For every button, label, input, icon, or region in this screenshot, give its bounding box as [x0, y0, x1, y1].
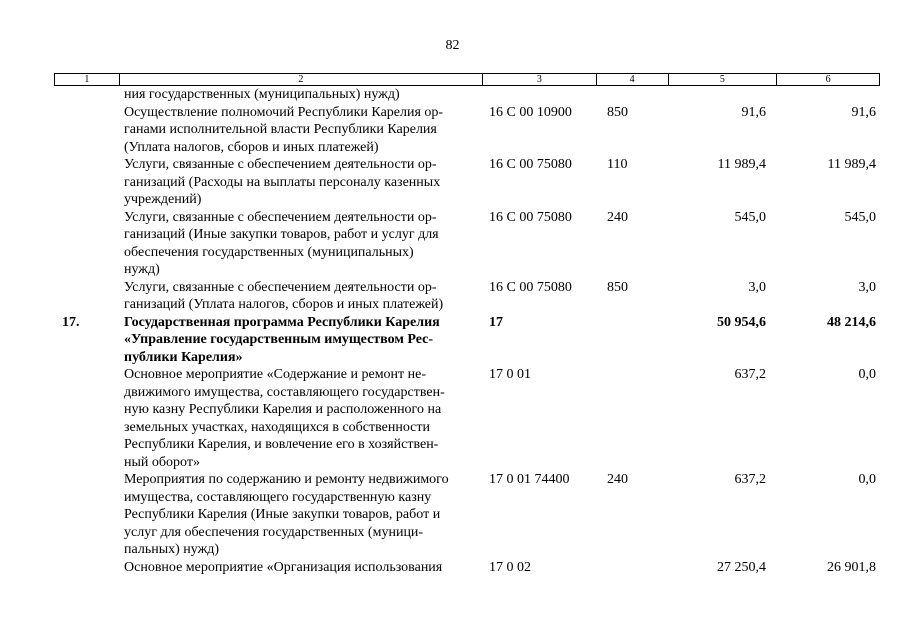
row-code [483, 86, 597, 104]
table-row [54, 314, 880, 367]
row-value-5: 3,0 [748, 279, 766, 295]
table-row [54, 559, 880, 577]
row-value-6: 3,0 [858, 279, 876, 295]
row-number [54, 156, 119, 209]
row-code: 16 С 00 75080 [489, 209, 572, 225]
table-row [54, 279, 880, 314]
column-header-2: 2 [120, 74, 483, 85]
row-type: 110 [607, 157, 628, 172]
row-type: 240 [607, 472, 628, 487]
row-value-5 [669, 86, 778, 104]
row-name: ния государственных (муниципальных) нужд) [124, 87, 400, 102]
row-name: Услуги, связанные с обеспечением деятельности ор- ганизаций (Расходы на выплаты персоналу казенных учреждений) [124, 157, 441, 207]
table-row [54, 209, 880, 279]
column-header-4: 4 [597, 74, 669, 85]
row-code: 16 С 00 75080 [489, 157, 572, 172]
row-value-5: 11 989,4 [717, 157, 766, 172]
page-number: 82 [445, 38, 460, 53]
row-type: 240 [607, 209, 628, 225]
row-number [54, 86, 119, 104]
row-code: 16 С 00 75080 [489, 279, 572, 295]
row-value-6: 91,6 [851, 104, 876, 120]
row-number: 17. [62, 314, 80, 330]
row-code: 17 0 01 74400 [489, 472, 570, 487]
column-header-6: 6 [825, 74, 831, 85]
row-number [54, 104, 119, 157]
row-name: Мероприятия по содержанию и ремонту недвижимого имущества, составляющего государственную казну Республики Карелия (Иные закупки товаров, работ и услуг для обеспечения государственных (муници- пальных) нужд) [124, 472, 449, 557]
row-type [597, 86, 669, 104]
row-type: 850 [607, 279, 628, 295]
row-value-6: 26 901,8 [827, 559, 876, 575]
row-name: Услуги, связанные с обеспечением деятельности ор- ганизаций (Иные закупки товаров, работ и услуг для обеспечения государственных (муниципальных) нужд) [124, 209, 439, 277]
column-header-1: 1 [55, 74, 120, 85]
column-header-3: 3 [483, 74, 597, 85]
row-type: 850 [607, 104, 628, 120]
row-value-6 [778, 86, 880, 104]
table-row [54, 104, 880, 157]
row-name: Осуществление полномочий Республики Карелия ор- ганами исполнительной власти Республики Карелия (Уплата налогов, сборов и иных платежей) [124, 104, 444, 155]
row-value-6: 0,0 [858, 472, 876, 487]
table-row [54, 86, 880, 104]
row-code: 16 С 00 10900 [489, 104, 572, 120]
row-name: Основное мероприятие «Организация использования [124, 559, 443, 575]
table-row [54, 156, 880, 209]
table-body [54, 86, 880, 576]
row-value-5: 637,2 [734, 367, 766, 382]
budget-table [54, 73, 880, 576]
table-row [54, 471, 880, 559]
row-code: 17 0 02 [489, 559, 531, 575]
row-type [597, 559, 669, 577]
row-number [54, 559, 119, 577]
row-value-5: 545,0 [734, 209, 766, 225]
row-number [54, 209, 119, 279]
row-number [54, 471, 119, 559]
row-value-5: 50 954,6 [717, 314, 766, 330]
row-value-6: 0,0 [858, 367, 876, 382]
row-code: 17 [489, 314, 503, 330]
row-value-6: 11 989,4 [827, 157, 876, 172]
row-value-5: 637,2 [734, 472, 766, 487]
row-type [597, 314, 669, 367]
row-type [597, 366, 669, 471]
table-row [54, 366, 880, 471]
row-value-5: 27 250,4 [717, 559, 766, 575]
row-number [54, 366, 119, 471]
row-name: Основное мероприятие «Содержание и ремонт не- движимого имущества, составляющего государствен- ную казну Республики Карелия и расположенного на земельных участках, находящихся в собственности Республики Карелия, и вовлечение его в хозяйствен- ный оборот» [124, 367, 445, 470]
row-value-6: 545,0 [844, 209, 876, 225]
row-value-5: 91,6 [741, 104, 766, 120]
row-number [54, 279, 119, 314]
row-name: Государственная программа Республики Карелия «Управление государственным имуществом Рес- публики Карелия» [124, 314, 440, 365]
row-code: 17 0 01 [489, 367, 531, 382]
row-value-6: 48 214,6 [827, 314, 876, 330]
column-header-5: 5 [669, 74, 778, 85]
row-name: Услуги, связанные с обеспечением деятельности ор- ганизаций (Уплата налогов, сборов и иных платежей) [124, 279, 444, 312]
table-header [54, 73, 880, 86]
